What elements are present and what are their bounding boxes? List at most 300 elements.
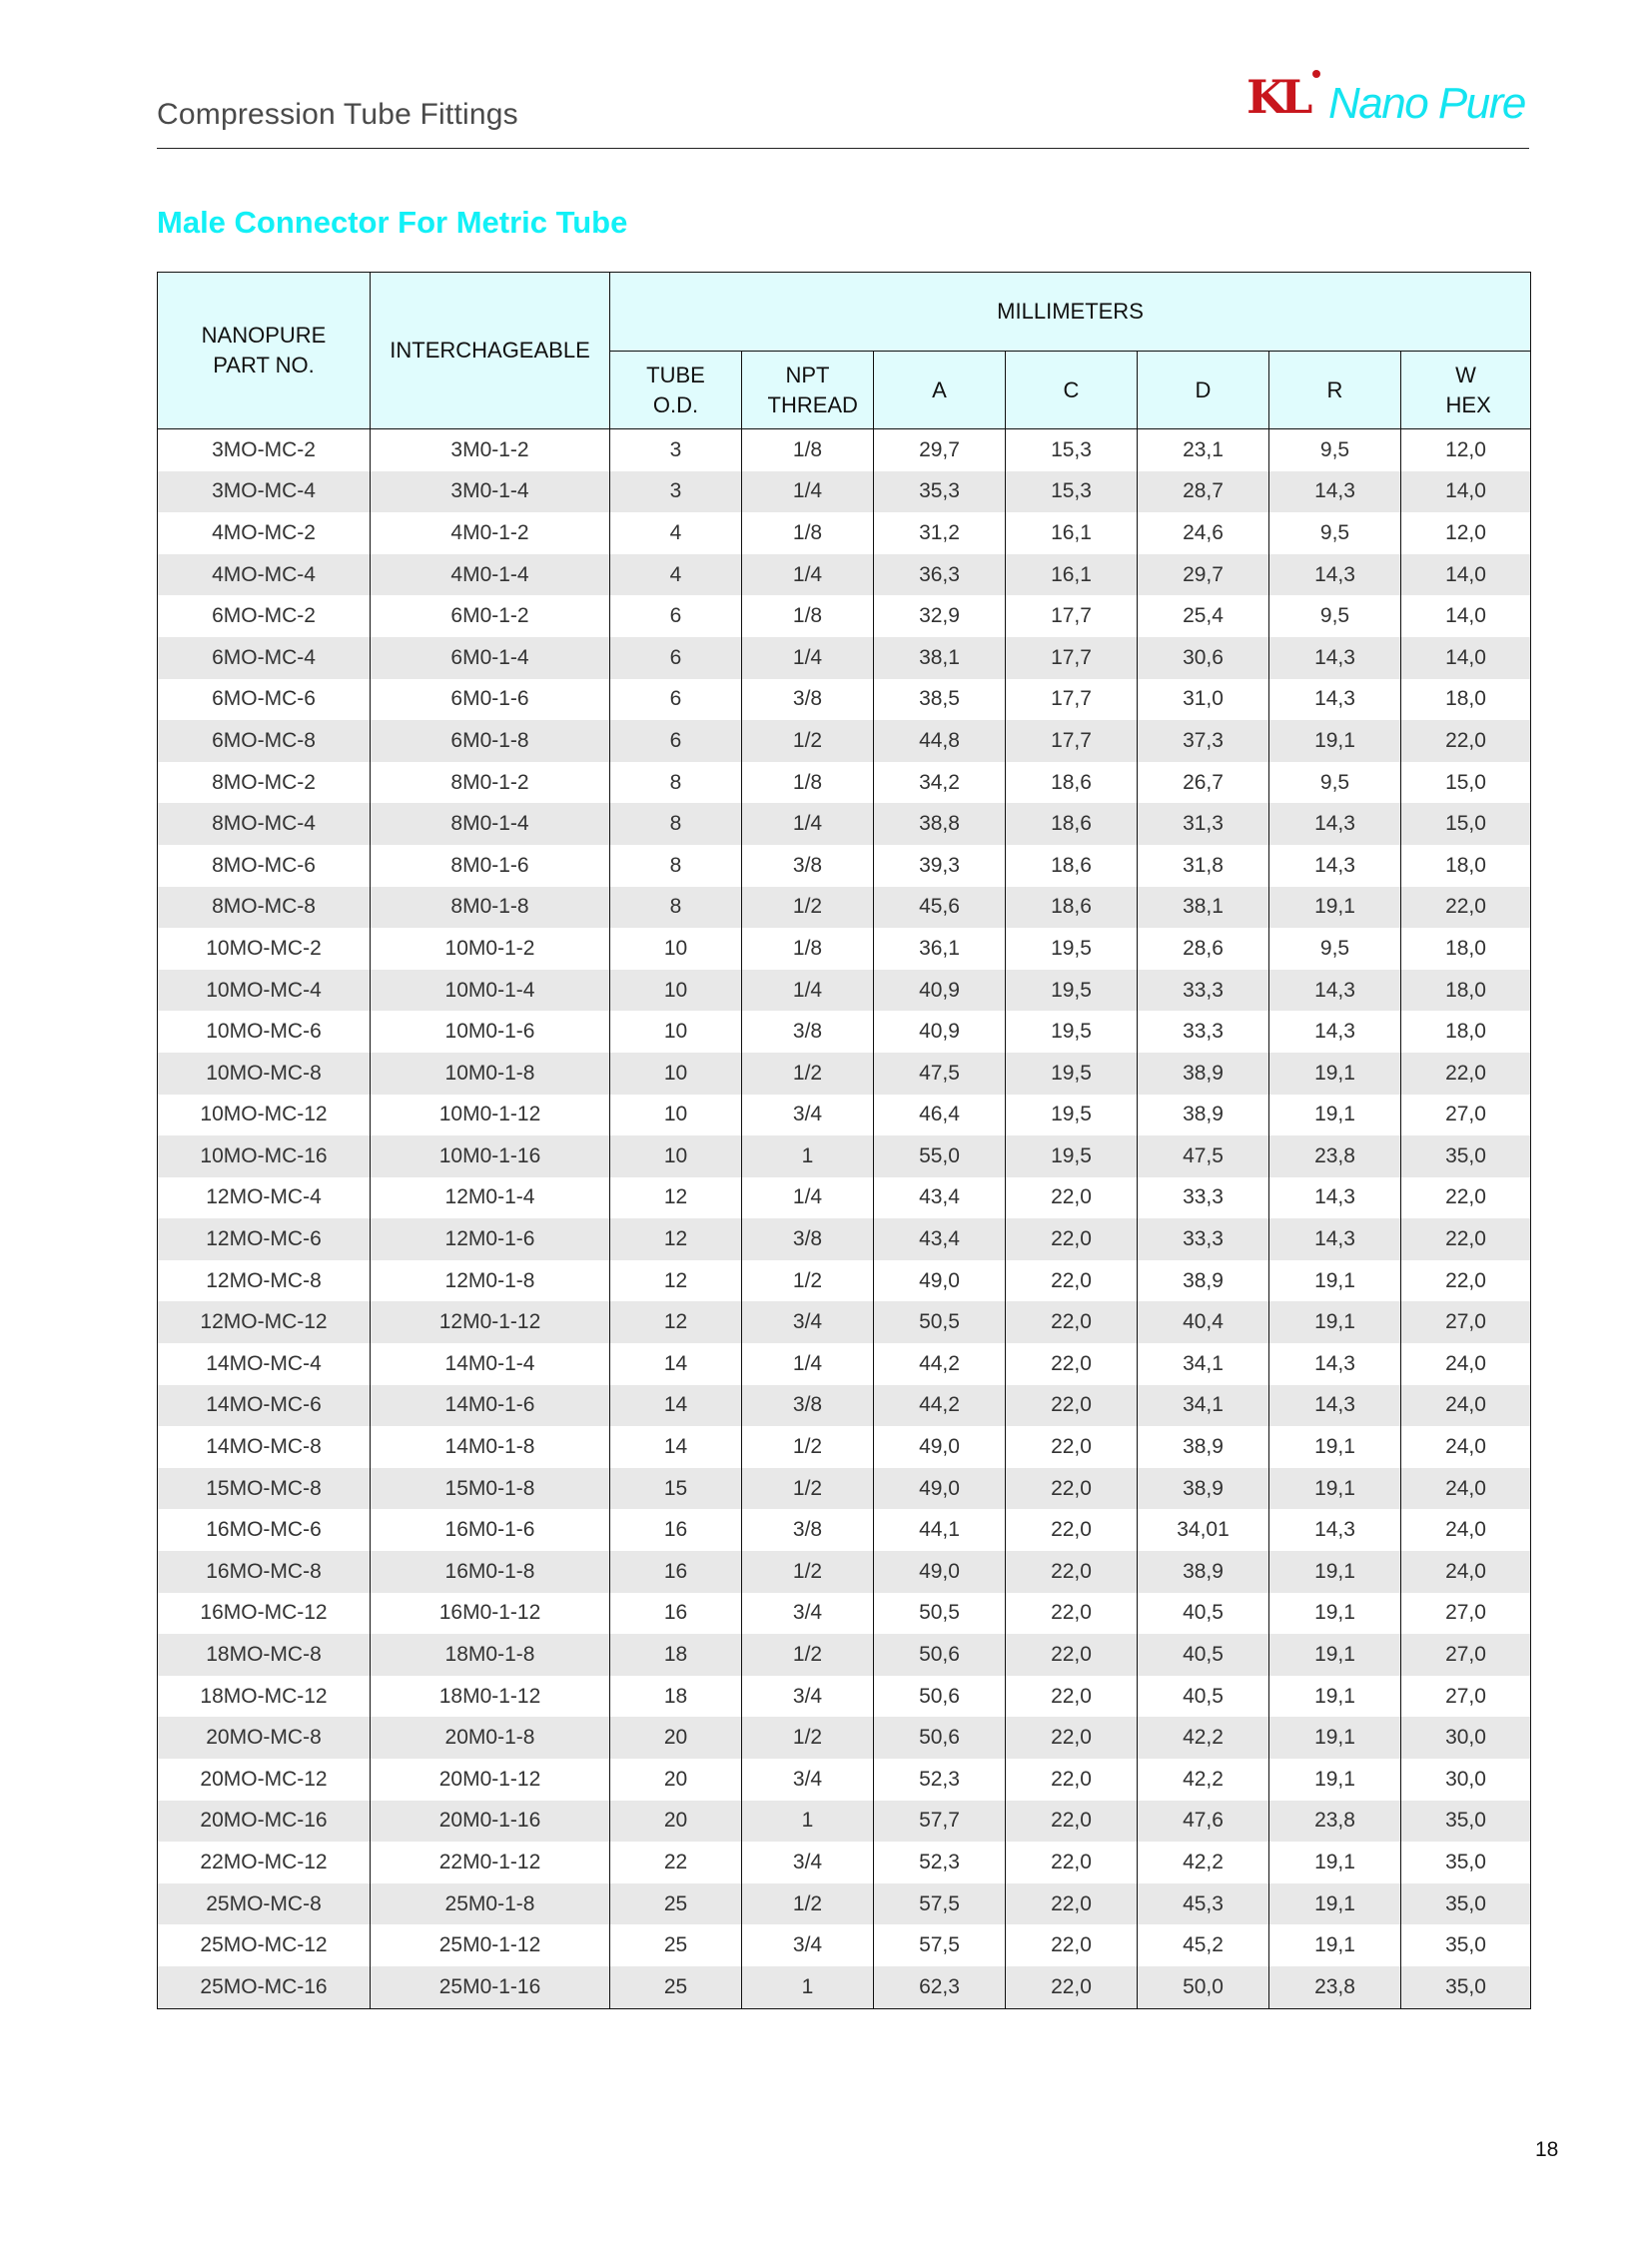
cell-dim-a: 31,2 <box>874 512 1006 554</box>
cell-dim-d: 40,4 <box>1138 1301 1269 1343</box>
cell-dim-d: 33,3 <box>1138 1177 1269 1219</box>
cell-part-no: 12MO-MC-12 <box>158 1301 371 1343</box>
cell-part-no: 8MO-MC-6 <box>158 845 371 887</box>
cell-part-no: 3MO-MC-2 <box>158 429 371 471</box>
cell-w-hex: 12,0 <box>1401 512 1531 554</box>
cell-dim-a: 44,8 <box>874 720 1006 762</box>
cell-dim-r: 9,5 <box>1269 762 1401 804</box>
cell-interchangeable: 12M0-1-12 <box>371 1301 610 1343</box>
cell-part-no: 14MO-MC-4 <box>158 1343 371 1385</box>
cell-interchangeable: 20M0-1-12 <box>371 1759 610 1801</box>
cell-dim-c: 19,5 <box>1006 928 1138 970</box>
cell-npt-thread: 1/8 <box>742 429 874 471</box>
cell-dim-r: 23,8 <box>1269 1966 1401 2008</box>
table-row <box>158 1260 1531 1302</box>
cell-dim-d: 23,1 <box>1138 429 1269 471</box>
cell-dim-a: 45,6 <box>874 887 1006 929</box>
cell-dim-c: 19,5 <box>1006 1095 1138 1136</box>
cell-w-hex: 18,0 <box>1401 928 1531 970</box>
cell-dim-d: 50,0 <box>1138 1966 1269 2008</box>
cell-npt-thread: 1/2 <box>742 887 874 929</box>
brand-logo <box>1246 68 1536 136</box>
cell-npt-thread: 1/8 <box>742 512 874 554</box>
cell-tube-od: 6 <box>610 679 742 721</box>
cell-dim-d: 24,6 <box>1138 512 1269 554</box>
cell-dim-r: 14,3 <box>1269 1509 1401 1551</box>
cell-npt-thread: 3/4 <box>742 1095 874 1136</box>
cell-dim-d: 31,0 <box>1138 679 1269 721</box>
cell-dim-c: 15,3 <box>1006 471 1138 513</box>
cell-npt-thread: 3/4 <box>742 1842 874 1883</box>
cell-dim-d: 29,7 <box>1138 554 1269 596</box>
cell-tube-od: 18 <box>610 1634 742 1676</box>
cell-dim-r: 19,1 <box>1269 720 1401 762</box>
table-row <box>158 1551 1531 1593</box>
table-row <box>158 679 1531 721</box>
table-row <box>158 1801 1531 1843</box>
cell-tube-od: 14 <box>610 1343 742 1385</box>
cell-dim-r: 19,1 <box>1269 1426 1401 1468</box>
cell-part-no: 8MO-MC-4 <box>158 803 371 845</box>
cell-tube-od: 8 <box>610 803 742 845</box>
cell-dim-c: 22,0 <box>1006 1177 1138 1219</box>
cell-dim-r: 9,5 <box>1269 512 1401 554</box>
cell-dim-d: 38,9 <box>1138 1426 1269 1468</box>
cell-part-no: 10MO-MC-6 <box>158 1011 371 1053</box>
cell-dim-a: 32,9 <box>874 595 1006 637</box>
page-number: 18 <box>1535 2138 1559 2161</box>
cell-npt-thread: 3/4 <box>742 1676 874 1718</box>
cell-dim-r: 14,3 <box>1269 803 1401 845</box>
cell-dim-a: 50,6 <box>874 1717 1006 1759</box>
cell-part-no: 14MO-MC-6 <box>158 1385 371 1427</box>
cell-dim-r: 14,3 <box>1269 554 1401 596</box>
cell-w-hex: 22,0 <box>1401 720 1531 762</box>
col-header-millimeters: MILLIMETERS <box>610 273 1531 352</box>
cell-dim-r: 23,8 <box>1269 1135 1401 1177</box>
cell-dim-c: 22,0 <box>1006 1385 1138 1427</box>
cell-npt-thread: 3/8 <box>742 679 874 721</box>
cell-dim-a: 50,5 <box>874 1593 1006 1635</box>
cell-w-hex: 27,0 <box>1401 1634 1531 1676</box>
cell-w-hex: 14,0 <box>1401 471 1531 513</box>
table-row <box>158 1966 1531 2008</box>
cell-interchangeable: 4M0-1-4 <box>371 554 610 596</box>
cell-npt-thread: 1/2 <box>742 1551 874 1593</box>
cell-interchangeable: 6M0-1-2 <box>371 595 610 637</box>
cell-dim-c: 22,0 <box>1006 1468 1138 1510</box>
table-row <box>158 1053 1531 1095</box>
cell-w-hex: 35,0 <box>1401 1801 1531 1843</box>
cell-part-no: 16MO-MC-6 <box>158 1509 371 1551</box>
cell-dim-d: 26,7 <box>1138 762 1269 804</box>
cell-dim-d: 38,9 <box>1138 1551 1269 1593</box>
cell-interchangeable: 3M0-1-2 <box>371 429 610 471</box>
cell-dim-a: 49,0 <box>874 1426 1006 1468</box>
cell-w-hex: 22,0 <box>1401 1053 1531 1095</box>
cell-dim-a: 46,4 <box>874 1095 1006 1136</box>
cell-dim-d: 47,6 <box>1138 1801 1269 1843</box>
cell-part-no: 6MO-MC-8 <box>158 720 371 762</box>
cell-tube-od: 16 <box>610 1509 742 1551</box>
cell-dim-r: 19,1 <box>1269 1053 1401 1095</box>
cell-w-hex: 35,0 <box>1401 1842 1531 1883</box>
cell-interchangeable: 10M0-1-8 <box>371 1053 610 1095</box>
cell-part-no: 10MO-MC-2 <box>158 928 371 970</box>
cell-dim-d: 34,1 <box>1138 1385 1269 1427</box>
cell-interchangeable: 16M0-1-12 <box>371 1593 610 1635</box>
cell-dim-d: 40,5 <box>1138 1676 1269 1718</box>
cell-interchangeable: 16M0-1-8 <box>371 1551 610 1593</box>
table-row <box>158 1509 1531 1551</box>
cell-dim-r: 19,1 <box>1269 1717 1401 1759</box>
cell-dim-a: 44,1 <box>874 1509 1006 1551</box>
logo-wordmark: Nano Pure <box>1328 79 1525 128</box>
cell-interchangeable: 8M0-1-8 <box>371 887 610 929</box>
cell-dim-c: 22,0 <box>1006 1509 1138 1551</box>
cell-tube-od: 20 <box>610 1801 742 1843</box>
cell-dim-c: 22,0 <box>1006 1343 1138 1385</box>
section-title: Male Connector For Metric Tube <box>157 205 628 240</box>
table-row <box>158 1924 1531 1966</box>
cell-dim-d: 33,3 <box>1138 1218 1269 1260</box>
cell-tube-od: 6 <box>610 637 742 679</box>
cell-dim-a: 62,3 <box>874 1966 1006 2008</box>
cell-dim-a: 57,5 <box>874 1924 1006 1966</box>
cell-interchangeable: 22M0-1-12 <box>371 1842 610 1883</box>
cell-w-hex: 18,0 <box>1401 845 1531 887</box>
cell-dim-d: 42,2 <box>1138 1717 1269 1759</box>
cell-dim-d: 33,3 <box>1138 970 1269 1012</box>
cell-dim-d: 45,3 <box>1138 1883 1269 1925</box>
cell-dim-c: 22,0 <box>1006 1759 1138 1801</box>
cell-dim-d: 28,7 <box>1138 471 1269 513</box>
cell-tube-od: 12 <box>610 1301 742 1343</box>
cell-tube-od: 16 <box>610 1593 742 1635</box>
cell-dim-a: 50,6 <box>874 1634 1006 1676</box>
logo-mark: KL <box>1246 70 1307 124</box>
spec-table <box>157 272 1531 2009</box>
cell-npt-thread: 1/8 <box>742 928 874 970</box>
cell-dim-d: 38,9 <box>1138 1468 1269 1510</box>
cell-tube-od: 6 <box>610 720 742 762</box>
cell-dim-r: 19,1 <box>1269 1095 1401 1136</box>
cell-dim-c: 19,5 <box>1006 1135 1138 1177</box>
cell-tube-od: 3 <box>610 471 742 513</box>
cell-tube-od: 8 <box>610 762 742 804</box>
col-header-interchangeable: INTERCHAGEABLE <box>371 273 610 429</box>
cell-part-no: 12MO-MC-4 <box>158 1177 371 1219</box>
cell-npt-thread: 1/2 <box>742 1053 874 1095</box>
table-row <box>158 1095 1531 1136</box>
table-row <box>158 928 1531 970</box>
table-row <box>158 1468 1531 1510</box>
cell-npt-thread: 1/8 <box>742 595 874 637</box>
cell-dim-r: 14,3 <box>1269 1218 1401 1260</box>
cell-dim-d: 47,5 <box>1138 1135 1269 1177</box>
cell-dim-r: 14,3 <box>1269 1343 1401 1385</box>
cell-dim-r: 9,5 <box>1269 928 1401 970</box>
document-title: Compression Tube Fittings <box>157 98 518 131</box>
cell-w-hex: 24,0 <box>1401 1343 1531 1385</box>
cell-dim-d: 37,3 <box>1138 720 1269 762</box>
cell-npt-thread: 1/2 <box>742 1717 874 1759</box>
cell-w-hex: 14,0 <box>1401 637 1531 679</box>
cell-interchangeable: 6M0-1-4 <box>371 637 610 679</box>
cell-interchangeable: 6M0-1-8 <box>371 720 610 762</box>
cell-dim-c: 19,5 <box>1006 970 1138 1012</box>
cell-tube-od: 4 <box>610 554 742 596</box>
cell-w-hex: 27,0 <box>1401 1676 1531 1718</box>
cell-part-no: 10MO-MC-12 <box>158 1095 371 1136</box>
cell-w-hex: 18,0 <box>1401 1011 1531 1053</box>
cell-npt-thread: 3/4 <box>742 1924 874 1966</box>
cell-part-no: 10MO-MC-4 <box>158 970 371 1012</box>
cell-dim-a: 57,5 <box>874 1883 1006 1925</box>
cell-dim-a: 38,8 <box>874 803 1006 845</box>
cell-interchangeable: 4M0-1-2 <box>371 512 610 554</box>
cell-tube-od: 10 <box>610 1135 742 1177</box>
cell-w-hex: 24,0 <box>1401 1426 1531 1468</box>
cell-dim-d: 31,8 <box>1138 845 1269 887</box>
cell-tube-od: 10 <box>610 1011 742 1053</box>
cell-interchangeable: 10M0-1-16 <box>371 1135 610 1177</box>
cell-part-no: 4MO-MC-2 <box>158 512 371 554</box>
cell-npt-thread: 1 <box>742 1966 874 2008</box>
cell-interchangeable: 15M0-1-8 <box>371 1468 610 1510</box>
cell-dim-a: 49,0 <box>874 1260 1006 1302</box>
cell-part-no: 25MO-MC-12 <box>158 1924 371 1966</box>
col-header-c: C <box>1006 352 1138 429</box>
cell-dim-a: 47,5 <box>874 1053 1006 1095</box>
cell-part-no: 10MO-MC-16 <box>158 1135 371 1177</box>
cell-w-hex: 24,0 <box>1401 1385 1531 1427</box>
cell-interchangeable: 20M0-1-16 <box>371 1801 610 1843</box>
cell-dim-r: 14,3 <box>1269 679 1401 721</box>
table-row <box>158 1218 1531 1260</box>
cell-dim-r: 14,3 <box>1269 1011 1401 1053</box>
cell-dim-r: 19,1 <box>1269 1842 1401 1883</box>
cell-part-no: 25MO-MC-16 <box>158 1966 371 2008</box>
cell-dim-d: 45,2 <box>1138 1924 1269 1966</box>
cell-dim-r: 19,1 <box>1269 1593 1401 1635</box>
cell-dim-c: 22,0 <box>1006 1260 1138 1302</box>
cell-w-hex: 22,0 <box>1401 1177 1531 1219</box>
cell-tube-od: 12 <box>610 1177 742 1219</box>
cell-dim-a: 55,0 <box>874 1135 1006 1177</box>
table-row <box>158 1759 1531 1801</box>
cell-interchangeable: 8M0-1-2 <box>371 762 610 804</box>
cell-tube-od: 20 <box>610 1717 742 1759</box>
cell-npt-thread: 3/8 <box>742 1011 874 1053</box>
cell-part-no: 6MO-MC-2 <box>158 595 371 637</box>
cell-interchangeable: 12M0-1-4 <box>371 1177 610 1219</box>
table-row <box>158 1717 1531 1759</box>
table-row <box>158 1385 1531 1427</box>
cell-w-hex: 24,0 <box>1401 1509 1531 1551</box>
cell-npt-thread: 1/2 <box>742 1426 874 1468</box>
table-row <box>158 1634 1531 1676</box>
cell-interchangeable: 25M0-1-12 <box>371 1924 610 1966</box>
cell-npt-thread: 1/2 <box>742 1468 874 1510</box>
cell-dim-a: 52,3 <box>874 1842 1006 1883</box>
table-row <box>158 1426 1531 1468</box>
table-row <box>158 1011 1531 1053</box>
cell-interchangeable: 20M0-1-8 <box>371 1717 610 1759</box>
cell-npt-thread: 3/8 <box>742 1509 874 1551</box>
cell-dim-r: 14,3 <box>1269 1385 1401 1427</box>
table-row <box>158 595 1531 637</box>
cell-interchangeable: 10M0-1-2 <box>371 928 610 970</box>
cell-dim-r: 9,5 <box>1269 595 1401 637</box>
cell-interchangeable: 10M0-1-12 <box>371 1095 610 1136</box>
cell-dim-d: 38,9 <box>1138 1260 1269 1302</box>
cell-w-hex: 22,0 <box>1401 887 1531 929</box>
cell-tube-od: 10 <box>610 1053 742 1095</box>
cell-dim-a: 38,5 <box>874 679 1006 721</box>
cell-npt-thread: 1 <box>742 1135 874 1177</box>
cell-tube-od: 3 <box>610 429 742 471</box>
cell-part-no: 18MO-MC-12 <box>158 1676 371 1718</box>
cell-npt-thread: 1/2 <box>742 1260 874 1302</box>
table-row <box>158 803 1531 845</box>
table-row <box>158 720 1531 762</box>
col-header-tube-od: TUBE O.D. <box>610 352 742 429</box>
cell-dim-c: 22,0 <box>1006 1801 1138 1843</box>
cell-dim-c: 22,0 <box>1006 1426 1138 1468</box>
cell-interchangeable: 10M0-1-6 <box>371 1011 610 1053</box>
cell-dim-d: 25,4 <box>1138 595 1269 637</box>
cell-npt-thread: 1/4 <box>742 1343 874 1385</box>
cell-dim-c: 15,3 <box>1006 429 1138 471</box>
cell-tube-od: 8 <box>610 845 742 887</box>
cell-dim-r: 19,1 <box>1269 887 1401 929</box>
cell-w-hex: 35,0 <box>1401 1883 1531 1925</box>
cell-tube-od: 20 <box>610 1759 742 1801</box>
cell-w-hex: 14,0 <box>1401 554 1531 596</box>
cell-interchangeable: 25M0-1-8 <box>371 1883 610 1925</box>
cell-dim-c: 18,6 <box>1006 803 1138 845</box>
table-row <box>158 845 1531 887</box>
cell-dim-c: 22,0 <box>1006 1717 1138 1759</box>
cell-part-no: 6MO-MC-6 <box>158 679 371 721</box>
cell-dim-a: 40,9 <box>874 970 1006 1012</box>
cell-w-hex: 18,0 <box>1401 970 1531 1012</box>
cell-part-no: 16MO-MC-12 <box>158 1593 371 1635</box>
cell-dim-c: 19,5 <box>1006 1053 1138 1095</box>
cell-dim-c: 17,7 <box>1006 637 1138 679</box>
cell-dim-r: 14,3 <box>1269 637 1401 679</box>
cell-dim-a: 34,2 <box>874 762 1006 804</box>
cell-dim-d: 34,01 <box>1138 1509 1269 1551</box>
cell-part-no: 8MO-MC-2 <box>158 762 371 804</box>
col-header-a: A <box>874 352 1006 429</box>
cell-part-no: 20MO-MC-16 <box>158 1801 371 1843</box>
cell-part-no: 12MO-MC-8 <box>158 1260 371 1302</box>
cell-dim-c: 22,0 <box>1006 1634 1138 1676</box>
cell-dim-a: 43,4 <box>874 1218 1006 1260</box>
cell-dim-r: 19,1 <box>1269 1924 1401 1966</box>
cell-dim-d: 30,6 <box>1138 637 1269 679</box>
cell-dim-a: 36,3 <box>874 554 1006 596</box>
cell-tube-od: 6 <box>610 595 742 637</box>
cell-dim-d: 38,1 <box>1138 887 1269 929</box>
cell-dim-a: 44,2 <box>874 1385 1006 1427</box>
cell-dim-a: 50,5 <box>874 1301 1006 1343</box>
cell-tube-od: 22 <box>610 1842 742 1883</box>
registered-dot-icon <box>1312 70 1320 78</box>
table-row <box>158 1177 1531 1219</box>
cell-dim-c: 17,7 <box>1006 679 1138 721</box>
cell-tube-od: 25 <box>610 1924 742 1966</box>
cell-interchangeable: 18M0-1-8 <box>371 1634 610 1676</box>
table-row <box>158 554 1531 596</box>
cell-tube-od: 15 <box>610 1468 742 1510</box>
cell-dim-c: 16,1 <box>1006 512 1138 554</box>
col-header-r: R <box>1269 352 1401 429</box>
cell-dim-c: 22,0 <box>1006 1924 1138 1966</box>
cell-w-hex: 30,0 <box>1401 1759 1531 1801</box>
cell-tube-od: 12 <box>610 1218 742 1260</box>
cell-part-no: 3MO-MC-4 <box>158 471 371 513</box>
cell-part-no: 22MO-MC-12 <box>158 1842 371 1883</box>
cell-npt-thread: 1/2 <box>742 1883 874 1925</box>
cell-dim-c: 22,0 <box>1006 1883 1138 1925</box>
cell-dim-c: 22,0 <box>1006 1676 1138 1718</box>
cell-dim-a: 39,3 <box>874 845 1006 887</box>
cell-interchangeable: 12M0-1-6 <box>371 1218 610 1260</box>
col-header-d: D <box>1138 352 1269 429</box>
cell-part-no: 18MO-MC-8 <box>158 1634 371 1676</box>
cell-dim-c: 17,7 <box>1006 595 1138 637</box>
cell-dim-c: 22,0 <box>1006 1551 1138 1593</box>
header-row-group <box>158 273 1531 352</box>
table-row <box>158 1676 1531 1718</box>
cell-w-hex: 30,0 <box>1401 1717 1531 1759</box>
cell-dim-a: 44,2 <box>874 1343 1006 1385</box>
cell-w-hex: 24,0 <box>1401 1468 1531 1510</box>
cell-dim-r: 9,5 <box>1269 429 1401 471</box>
cell-dim-a: 38,1 <box>874 637 1006 679</box>
table-row <box>158 1883 1531 1925</box>
cell-part-no: 4MO-MC-4 <box>158 554 371 596</box>
cell-w-hex: 27,0 <box>1401 1593 1531 1635</box>
cell-dim-a: 50,6 <box>874 1676 1006 1718</box>
cell-dim-a: 36,1 <box>874 928 1006 970</box>
cell-part-no: 8MO-MC-8 <box>158 887 371 929</box>
cell-part-no: 10MO-MC-8 <box>158 1053 371 1095</box>
table-row <box>158 762 1531 804</box>
cell-npt-thread: 1/8 <box>742 762 874 804</box>
cell-npt-thread: 3/8 <box>742 1218 874 1260</box>
cell-dim-r: 19,1 <box>1269 1676 1401 1718</box>
cell-tube-od: 8 <box>610 887 742 929</box>
cell-part-no: 20MO-MC-12 <box>158 1759 371 1801</box>
col-header-npt-thread: NPT THREAD <box>742 352 874 429</box>
cell-dim-a: 35,3 <box>874 471 1006 513</box>
cell-npt-thread: 1/4 <box>742 970 874 1012</box>
cell-interchangeable: 25M0-1-16 <box>371 1966 610 2008</box>
cell-part-no: 16MO-MC-8 <box>158 1551 371 1593</box>
spec-table-body <box>158 429 1531 2009</box>
cell-dim-a: 57,7 <box>874 1801 1006 1843</box>
cell-dim-c: 16,1 <box>1006 554 1138 596</box>
cell-tube-od: 14 <box>610 1426 742 1468</box>
cell-dim-d: 38,9 <box>1138 1053 1269 1095</box>
cell-dim-c: 17,7 <box>1006 720 1138 762</box>
cell-part-no: 15MO-MC-8 <box>158 1468 371 1510</box>
table-row <box>158 1135 1531 1177</box>
